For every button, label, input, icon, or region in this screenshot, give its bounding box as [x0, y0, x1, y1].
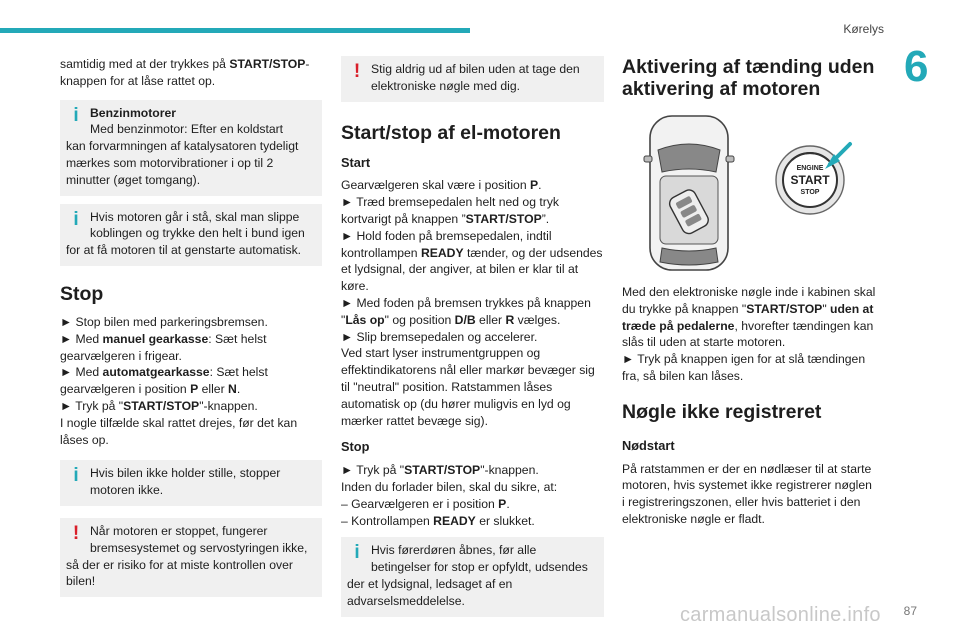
header-accent-bar: [0, 28, 470, 33]
warning-icon: !: [72, 522, 80, 544]
start-heading: Start: [341, 154, 371, 170]
stop-text-3: – Gearvælgeren er i position P.: [341, 496, 510, 511]
info-icon: i: [73, 208, 79, 230]
section-heading-ignition: Aktivering af tænding uden aktivering af motoren: [622, 56, 875, 100]
stop-subheading: Stop: [341, 439, 370, 455]
emergency-start-heading: Nødstart: [622, 437, 675, 453]
svg-text:ENGINE: ENGINE: [796, 165, 824, 172]
watermark: carmanualsonline.info: [680, 604, 881, 626]
intro-paragraph: samtidig med at der trykkes på START/STOP-knappen for at låse rattet op.: [60, 57, 310, 88]
stop-step-2: ► Med manuel gearkasse: Sæt helst gearvælgeren i frigear.: [60, 331, 267, 363]
info-icon: i: [354, 542, 360, 564]
section-heading-electric: Start/stop af el-motoren: [341, 121, 561, 144]
stop-text-2: Inden du forlader bilen, skal du sikre, at:: [341, 479, 558, 494]
illustration: [622, 114, 878, 274]
warning-box-key: ! Stig aldrig ud af bilen uden at tage den elektroniske nøgle med dig.: [341, 56, 604, 102]
column-2: [341, 56, 604, 625]
info-box-petrol: i Benzinmotorer Med benzinmotor: Efter en koldstart kan forvarmningen af katalysatoren tydeligt mærkes som motorvibrationer i op til 2 minutter (øget tomgang).: [60, 100, 322, 196]
stop-text-1: ► Tryk på "START/STOP"-knappen.: [341, 463, 539, 478]
start-text-6: Ved start lyser instrumentgruppen og effektindikatorens nål eller markør bevæger sig til "neutral" position. Ratstammen låses automatisk op (du hører muligvis en lyd og mærker rattet bevæge sig).: [341, 346, 595, 428]
chapter-title: Kørelys: [843, 22, 884, 36]
info-icon: i: [73, 104, 79, 126]
start-text-1: Gearvælgeren skal være i position P.: [341, 178, 542, 193]
stop-text-4: – Kontrollampen READY er slukket.: [341, 513, 535, 528]
svg-text:START: START: [790, 173, 830, 187]
info-box-stall: i Hvis motoren går i stå, skal man slippe koblingen og trykke den helt i bund igen for at få motoren til at genstarte automatisk.: [60, 204, 322, 266]
start-text-4: ► Med foden på bremsen trykkes på knappen "Lås op" og position D/B eller R vælges.: [341, 295, 591, 327]
section-heading-key-not-detected: Nøgle ikke registreret: [622, 400, 822, 423]
warning-icon: !: [353, 61, 361, 82]
start-text-3: ► Hold foden på bremsepedalen, indtil kontrollampen READY tænder, og der udsendes et lydsignal, der angiver, at bilen er klar til at køre.: [341, 228, 603, 294]
column-1: [60, 56, 322, 605]
chapter-number: 6: [904, 42, 929, 91]
column-3: [622, 56, 878, 528]
stop-step-3: ► Med automatgearkasse: Sæt helst gearvælgeren i position P eller N.: [60, 365, 268, 397]
start-text-5: ► Slip bremsepedalen og accelerer.: [341, 329, 538, 344]
warning-box-brakes: ! Når motoren er stoppet, fungerer bremsesystemet og servostyringen ikke, så der er risiko for at miste kontrollen over bilen!: [60, 518, 322, 597]
emergency-start-text: På ratstammen er der en nødlæser til at starte motoren, hvis systemet ikke registrerer nøglen i registreringszonen, eller hvis batteriet i den elektroniske nøgle er fladt.: [622, 461, 872, 526]
stop-step-4: ► Tryk på "START/STOP"-knappen.: [60, 398, 258, 413]
svg-text:STOP: STOP: [800, 189, 820, 196]
ignition-text-2: ► Tryk på knappen igen for at slå tændingen fra, så bilen kan låses.: [622, 352, 866, 383]
ignition-text-1: Med den elektroniske nøgle inde i kabinen skal du trykke på knappen "START/STOP" uden at træde på pedalerne, hvorefter tændingen kan slås til uden at starte motoren.: [622, 285, 876, 350]
stop-step-1: ► Stop bilen med parkeringsbremsen.: [60, 314, 268, 329]
stop-heading: Stop: [60, 282, 104, 305]
info-icon: i: [73, 465, 79, 487]
info-box-not-still: i Hvis bilen ikke holder stille, stopper motoren ikke.: [60, 460, 322, 506]
stop-note: I nogle tilfælde skal rattet drejes, før det kan låses op.: [60, 415, 298, 447]
info-box-door: i Hvis førerdøren åbnes, før alle betingelser for stop er opfyldt, udsendes der et lydsignal, ledsaget af en advarselsmeddelelse.: [341, 537, 604, 616]
start-text-2: ► Træd bremsepedalen helt ned og tryk kortvarigt på knappen ”START/STOP”.: [341, 195, 560, 226]
car-key-illustration: [622, 114, 878, 274]
page-number: 87: [903, 604, 917, 618]
